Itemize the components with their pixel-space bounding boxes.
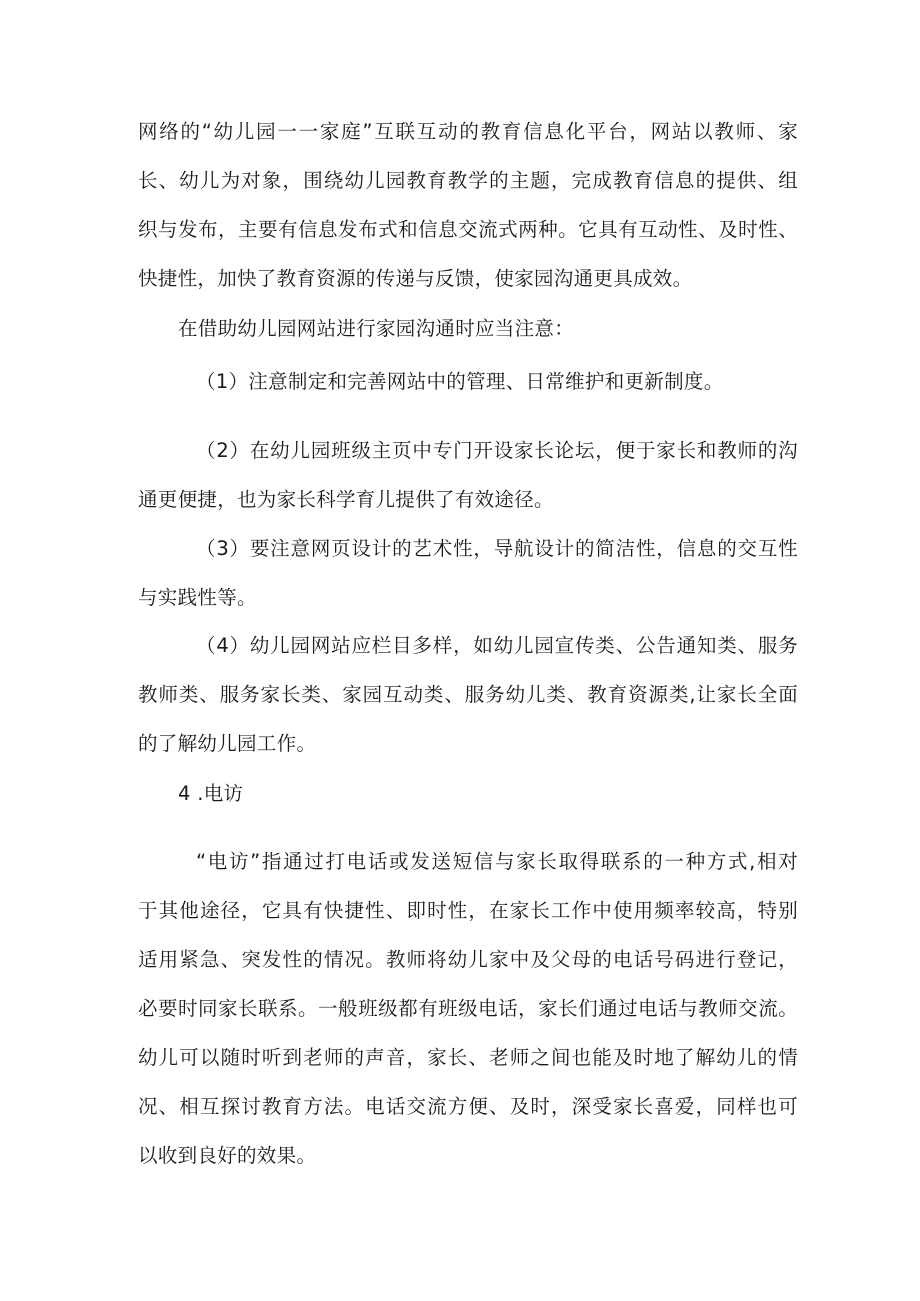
item-2-line-1: （2）在幼儿园班级主页中专门开设家长论坛，便于家长和教师的沟 <box>196 439 798 462</box>
intro-line-4: 快捷性，加快了教育资源的传递与反馈，使家园沟通更具成效。 <box>138 267 693 290</box>
section-line-6: 况、相互探讨教育方法。电话交流方便、及时，深受家长喜爱，同样也可 <box>138 1095 798 1118</box>
notice-heading: 在借助幼儿园网站进行家园沟通时应当注意： <box>178 317 575 340</box>
section-line-2: 于其他途径，它具有快捷性、即时性，在家长工作中使用频率较高，特别 <box>138 899 798 922</box>
item-1-line-1: （1）注意制定和完善网站中的管理、日常维护和更新制度。 <box>196 370 724 393</box>
item-2-line-2: 通更便捷，也为家长科学育儿提供了有效途径。 <box>138 488 554 511</box>
intro-line-3: 织与发布，主要有信息发布式和信息交流式两种。它具有互动性、及时性、 <box>138 218 798 241</box>
item-4-line-3: 的了解幼儿园工作。 <box>138 732 317 755</box>
item-4-line-1: （4）幼儿园网站应栏目多样，如幼儿园宣传类、公告通知类、服务 <box>196 634 798 657</box>
section-line-1: “电访”指通过打电话或发送短信与家长取得联系的一种方式,相对 <box>196 850 798 873</box>
section-heading: 4 .电访 <box>178 782 244 805</box>
item-3-line-2: 与实践性等。 <box>138 586 257 609</box>
section-line-3: 适用紧急、突发性的情况。教师将幼儿家中及父母的电话号码进行登记， <box>138 948 798 971</box>
section-line-7: 以收到良好的效果。 <box>138 1144 317 1167</box>
item-4-line-2: 教师类、服务家长类、家园互动类、服务幼儿类、教育资源类,让家长全面 <box>138 683 798 706</box>
section-line-4: 必要时同家长联系。一般班级都有班级电话，家长们通过电话与教师交流。 <box>138 997 798 1020</box>
intro-line-2: 长、幼儿为对象，围绕幼儿园教育教学的主题，完成教育信息的提供、组 <box>138 169 798 192</box>
section-line-5: 幼儿可以随时听到老师的声音，家长、老师之间也能及时地了解幼儿的情 <box>138 1046 798 1069</box>
intro-line-1: 网络的“幼儿园一一家庭”互联互动的教育信息化平台，网站以教师、家 <box>138 120 798 143</box>
item-3-line-1: （3）要注意网页设计的艺术性，导航设计的简洁性，信息的交互性 <box>196 537 798 560</box>
